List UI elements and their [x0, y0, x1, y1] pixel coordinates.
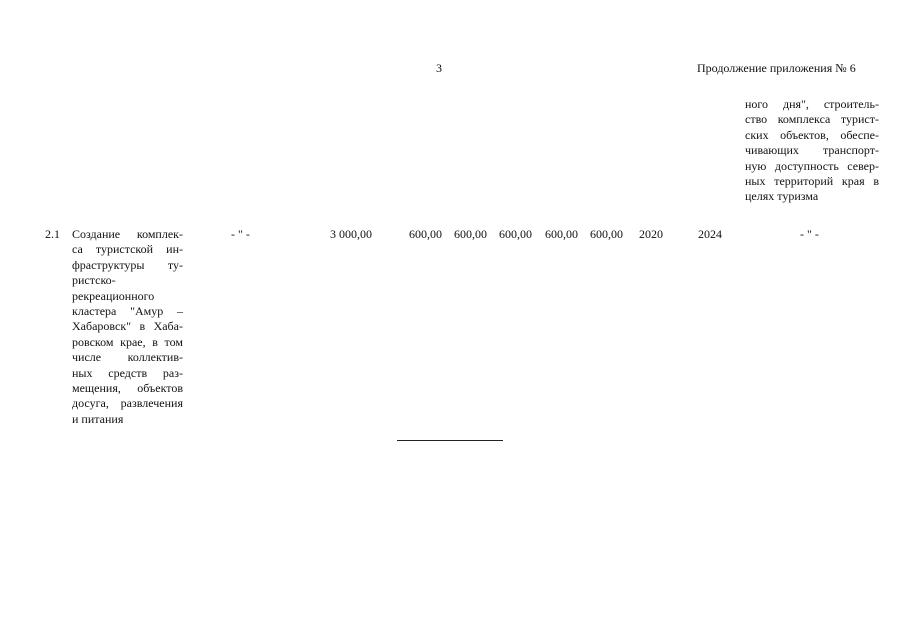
carryover-line: целях туризма [745, 189, 819, 204]
carryover-line: ских объектов, обеспе- [745, 127, 879, 142]
carryover-text-block [745, 97, 879, 205]
row-yearly-4: 600,00 [545, 227, 578, 241]
row-name-line: фраструктуры ту- [72, 257, 183, 272]
row-yearly-2: 600,00 [454, 227, 487, 241]
row-yearly-1: 600,00 [409, 227, 442, 241]
row-end-year: 2024 [698, 227, 722, 241]
row-yearly-3: 600,00 [499, 227, 532, 241]
page-number: 3 [436, 61, 442, 75]
row-name-line: мещения, объектов [72, 381, 183, 396]
row-name-line: рекреационного [72, 288, 155, 303]
row-name-line: кластера "Амур – [72, 304, 183, 319]
row-name-line: ристско- [72, 273, 116, 288]
row-total: 3 000,00 [330, 227, 372, 241]
carryover-line: чивающих транспорт- [745, 143, 879, 158]
row-number: 2.1 [45, 227, 60, 241]
row-name-line: са туристской ин- [72, 242, 183, 257]
carryover-line: ного дня", строитель- [745, 97, 879, 111]
carryover-line: ную доступность север- [745, 158, 879, 173]
row-name-line: ровском крае, в том [72, 334, 183, 349]
row-name-line: и питания [72, 411, 124, 426]
carryover-line: ных территорий края в [745, 174, 879, 189]
carryover-line: ство комплекса турист- [745, 112, 879, 127]
row-name-line: Хабаровск" в Хаба- [72, 319, 183, 334]
row-executor: - " - [231, 227, 250, 241]
row-result: - " - [800, 227, 819, 241]
row-name-line: досуга, развлечения [72, 396, 183, 411]
continuation-label: Продолжение приложения № 6 [697, 61, 856, 75]
row-yearly-5: 600,00 [590, 227, 623, 241]
row-name-line: ных средств раз- [72, 365, 183, 380]
end-divider-line [397, 440, 503, 441]
row-name-block [72, 227, 183, 427]
row-start-year: 2020 [639, 227, 663, 241]
row-name-line: числе коллектив- [72, 350, 183, 365]
row-name-line: Создание комплек- [72, 227, 183, 241]
